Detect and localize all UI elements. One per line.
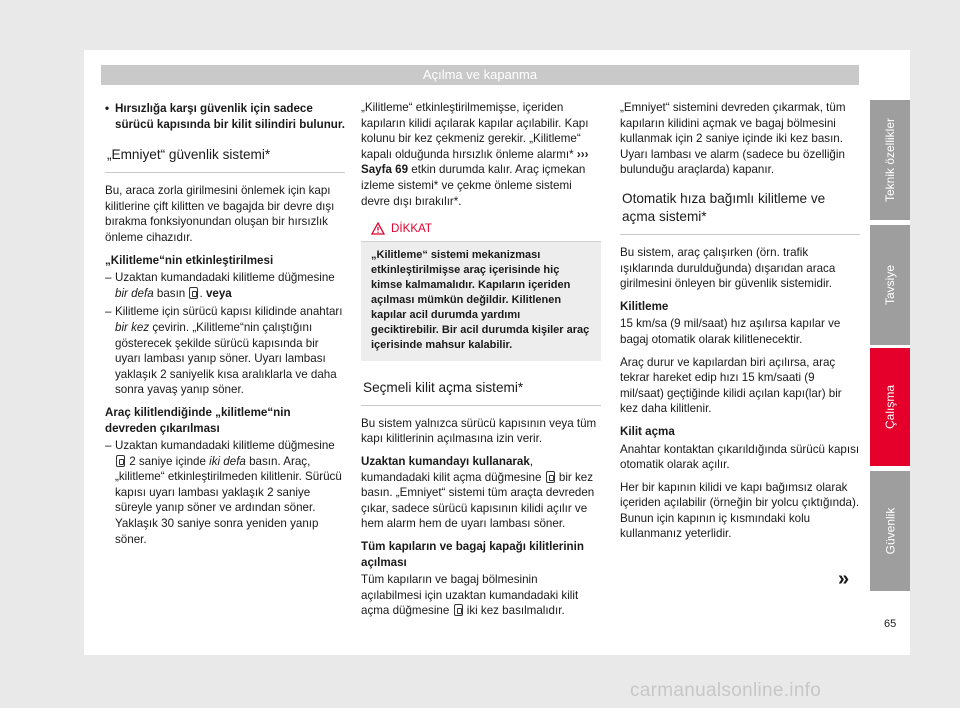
auto-lock-intro: Bu sistem, araç çalışırken (örn. trafik ışıklarında durulduğunda) dışarıdan araca girilmesini önleyen bir güvenlik sistemidir.	[620, 245, 836, 291]
emniyet-disable-paragraph: „Emniyet“ sistemini devreden çıkarmak, tüm kapıların kilidini açmak ve bagaj bölmesini kullanmak için 2 saniye içinde iki kez basın. Uyarı lambası ve alarm (sadece bu özelliğin bulunduğu araçlarda) kapanır.	[620, 101, 846, 177]
unlock-paragraph-1: Anahtar kontaktan çıkarıldığında sürücü kapısı otomatik olarak açılır.	[620, 442, 860, 472]
link-arrow-icon: ›››	[576, 147, 589, 161]
selective-intro: Bu sistem yalnızca sürücü kapısının veya tüm kapı kilitlerinin açılmasına izin verir.	[361, 416, 597, 446]
unlock-paragraph-2: Her bir kapının kilidi ve kapı bağımsız olarak içeriden açılabilir (örneğin bir yolcu çıktığında). Bunun için kapının iç kısmındaki kolu kullanmanız yeterlidir.	[620, 480, 860, 541]
warning-box	[361, 217, 601, 361]
all-doors-paragraph: Tüm kapıların ve bagaj bölmesinin açılabilmesi için uzaktan kumandadaki kilit açma düğmesine iki kez basılmalıdır.	[361, 573, 579, 618]
lock-paragraph-1: 15 km/sa (9 mil/saat) hız aşılırsa kapılar ve bagaj otomatik olarak kilitlenecektir.	[620, 317, 841, 346]
bullet-note: • Hırsızlığa karşı güvenlik için sadece sürücü kapısında bir kilit silindiri bulunur.	[105, 101, 345, 132]
unlock-key-icon	[454, 604, 463, 616]
activation-heading: „Kilitleme“nin etkinleştirilmesi	[105, 253, 274, 267]
unlock-heading: Kilit açma	[620, 424, 675, 438]
lock-key-icon	[116, 455, 125, 467]
section-title-emniyet: „Emniyet“ güvenlik sistemi*	[105, 146, 345, 173]
page-header	[101, 65, 859, 85]
lock-heading: Kilitleme	[620, 299, 669, 313]
deactivation-heading: Araç kilitlendiğinde „kilitleme“nin devreden çıkarılması	[105, 405, 291, 435]
page-header-title: Açılma ve kapanma	[422, 67, 538, 82]
column-1	[105, 100, 345, 550]
lock-paragraph-2: Araç durur ve kapılardan biri açılırsa, araç tekrar hareket edip hızı 15 km/saati (9 mil/saat) geçtiğinde kilidi açılan kapı(lar) bir kez daha kilitlenir.	[620, 355, 842, 416]
warning-triangle-icon	[371, 222, 385, 235]
tab-tavsiye[interactable]: Tavsiye	[870, 225, 910, 345]
activation-step-2: – Kilitleme için sürücü kapısı kilidinde anahtarı bir kez çevirin. „Kilitleme“nin çalıştığını gösterecek şekilde sürücü kapısında bir uyarı lambası yanıp söner. Uyarı lambası yaklaşık 2 saniyelik kısa aralıklarla ve daha sonra yavaş yanıp söner.	[105, 304, 345, 398]
all-doors-heading: Tüm kapıların ve bagaj kapağı kilitlerinin açılması	[361, 539, 584, 569]
unlock-key-icon	[546, 471, 555, 483]
warning-header	[361, 217, 601, 242]
tab-guvenlik[interactable]: Güvenlik	[870, 471, 910, 591]
remote-paragraph: Uzaktan kumandayı kullanarak, kumandadaki kilit açma düğmesine bir kez basın. „Emniyet“ sistemi tüm araçta devreden çıkar, sadece sürücü kapısının kilidi açılır ve hem alarm hem de uyarı lambası söner.	[361, 454, 595, 531]
continue-arrow-icon: »	[838, 568, 850, 590]
intro-paragraph: Bu, araca zorla girilmesini önlemek için kapı kilitlerine çift kilitten ve bagajda bir devre dışı bırakma fonksiyonundan oluşan bir hırsızlık önleme cihazıdır.	[105, 184, 335, 244]
warning-title: DİKKAT	[391, 222, 433, 236]
watermark: carmanualsonline.info	[630, 680, 822, 701]
lock-key-icon	[189, 287, 198, 299]
column-2	[361, 100, 601, 626]
section-title-auto-lock: Otomatik hıza bağımlı kilitleme ve açma sistemi*	[620, 190, 860, 235]
deactivation-step-1: – Uzaktan kumandadaki kilitleme düğmesine 2 saniye içinde iki defa basın. Araç, „kilitleme“ etkinleştirilmeden kilitlenir. Sürücü kapısı uyarı lambası yaklaşık 2 saniye süreyle yanıp söner ve ardından söner. Yaklaşık 30 saniye sonra yeniden yanıp söner.	[105, 438, 345, 547]
page-link[interactable]: Sayfa 69	[361, 163, 409, 177]
tab-teknik-ozellikler[interactable]: Teknik özellikler	[870, 100, 910, 220]
section-title-selective: Seçmeli kilit açma sistemi*	[361, 379, 601, 406]
kilitleme-paragraph: „Kilitleme“ etkinleştirilmemişse, içeriden kapıların kilidi açılarak kapılar açılabilir. Kapı kolunu bir kez çekmeniz gerekir. „Kilitleme“ kapalı olduğunda hırsızlık önleme alarmı* ››› Sayfa 69 etkin durumda kalır. Araç içmekan izleme sistemi* ve çekme önleme sistemi devre dışı bırakılır*.	[361, 101, 589, 208]
page-number: 65	[884, 618, 897, 630]
column-3	[620, 100, 860, 549]
activation-step-1: – Uzaktan kumandadaki kilitleme düğmesine bir defa basın . veya	[105, 270, 345, 301]
warning-body: „Kilitleme“ sistemi mekanizması etkinleştirilmişse araç içerisinde hiç kimse kalmamalıdır. Kapıların içeriden açılması mümkün değildir. Kilitlenen kapılar acil durumda yardımı geciktirebilir. Bir acil durumda kişiler araç içerisinde mahsur kalabilir.	[371, 248, 590, 351]
tab-calisma[interactable]: Çalışma	[870, 348, 910, 466]
